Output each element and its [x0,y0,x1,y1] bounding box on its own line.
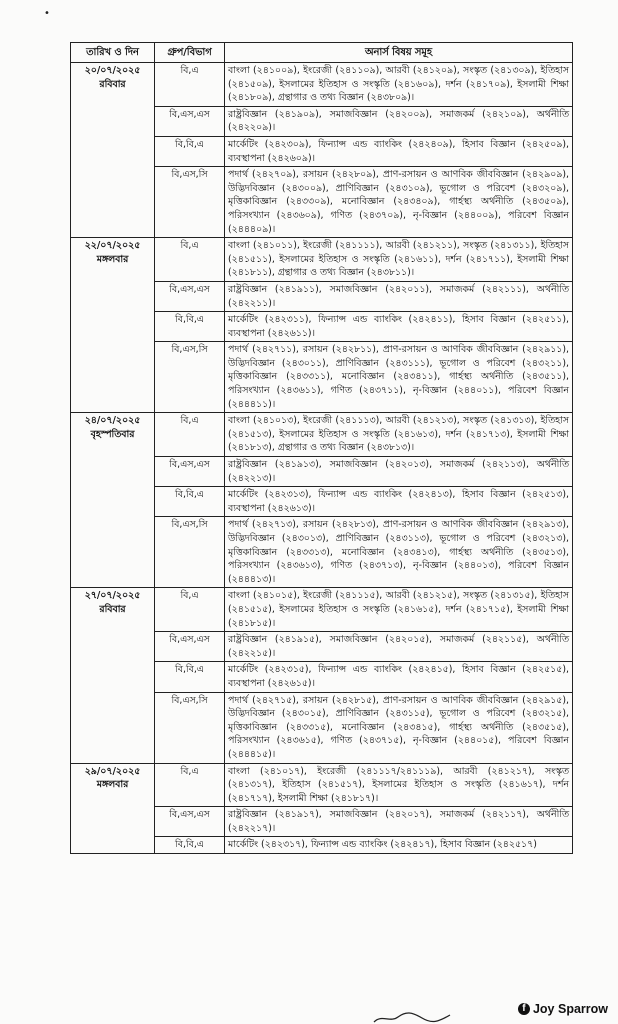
header-subjects: অনার্স বিষয় সমূহ [225,43,573,63]
exam-day: রবিবার [99,603,126,615]
page-mark: • [44,8,50,19]
group-cell: বি,এস,এস [155,457,225,487]
subjects-cell: মার্কেটিং (২৪২৩১৩), ফিন্যান্স এন্ড ব্যাংকিং (২৪২৪১৩), হিসাব বিজ্ঞান (২৪২৫১৩), ব্যবস্থাপনা (২৪২৬১৩)। [225,487,573,517]
date-cell [71,63,155,238]
exam-day: মঙ্গলবার [96,253,129,265]
facebook-icon: f [518,1003,530,1015]
group-cell: বি,এস,সি [155,342,225,413]
exam-date: ২২/০৭/২০২৫ [84,240,141,252]
date-cell [71,413,155,588]
date-cell [71,763,155,854]
group-cell: বি,এ [155,413,225,457]
date-cell [71,238,155,413]
subjects-cell: রাষ্ট্রবিজ্ঞান (২৪১৯০৯), সমাজবিজ্ঞান (২৪২০০৯), সমাজকর্ম (২৪২১০৯), অর্থনীতি (২৪২২০৯)। [225,106,573,136]
exam-day: মঙ্গলবার [96,779,129,791]
subjects-cell: রাষ্ট্রবিজ্ঞান (২৪১৯১৩), সমাজবিজ্ঞান (২৪২০১৩), সমাজকর্ম (২৪২১১৩), অর্থনীতি (২৪২২১৩)। [225,457,573,487]
group-cell: বি,বি,এ [155,312,225,342]
subjects-cell: বাংলা (২৪১০০৯), ইংরেজী (২৪১১০৯), আরবী (২৪১২০৯), সংস্কৃত (২৪১৩০৯), ইতিহাস (২৪১৫০৯), ইসলামের ইতিহাস ও সংস্কৃতি (২৪১৬০৯), দর্শন (২৪১৭০৯), ইসলামী শিক্ষা (২৪১৮০৯), গ্রন্থাগার ও তথ্য বিজ্ঞান (২৪৩৮০৯)। [225,63,573,107]
group-cell: বি,এস,এস [155,632,225,662]
header-group: গ্রুপ/বিভাগ [155,43,225,63]
exam-day: রবিবার [99,78,126,90]
subjects-cell: মার্কেটিং (২৪২৩১৭), ফিন্যান্স এন্ড ব্যাংকিং (২৪২৪১৭), হিসাব বিজ্ঞান (২৪২৫১৭) [225,837,573,854]
subjects-cell: রাষ্ট্রবিজ্ঞান (২৪১৯১৭), সমাজবিজ্ঞান (২৪২০১৭), সমাজকর্ম (২৪২১১৭), অর্থনীতি (২৪২২১৭)। [225,807,573,837]
table-row [71,63,573,107]
subjects-cell: রাষ্ট্রবিজ্ঞান (২৪১৯১৫), সমাজবিজ্ঞান (২৪২০১৫), সমাজকর্ম (২৪২১১৫), অর্থনীতি (২৪২২১৫)। [225,632,573,662]
group-cell: বি,বি,এ [155,487,225,517]
subjects-cell: পদার্থ (২৪২৭১১), রসায়ন (২৪২৮১১), প্রাণ-রসায়ন ও আণবিক জীববিজ্ঞান (২৪২৯১১), উদ্ভিদবিজ্ঞান (২৪৩০১১), প্রাণিবিজ্ঞান (২৪৩১১১), ভূগোল ও পরিবেশ (২৪৩২১১), মৃত্তিকাবিজ্ঞান (২৪৩৩১১), মনোবিজ্ঞান (২৪৩৪১১), গার্হস্থ্য অর্থনীতি (২৪৩৫১১), পরিসংখ্যান (২৪৩৬১১), গণিত (২৪৩৭১১), নৃ-বিজ্ঞান (২৪৪০১১), পরিবেশ বিজ্ঞান (২৪৪৪১১)। [225,342,573,413]
group-cell: বি,এ [155,238,225,282]
exam-date: ২৭/০৭/২০২৫ [84,590,141,602]
group-cell: বি,এস,সি [155,167,225,238]
subjects-cell: পদার্থ (২৪২৭১৫), রসায়ন (২৪২৮১৫), প্রাণ-রসায়ন ও আণবিক জীববিজ্ঞান (২৪২৯১৫), উদ্ভিদবিজ্ঞান (২৪৩০১৫), প্রাণিবিজ্ঞান (২৪৩১১৫), ভূগোল ও পরিবেশ (২৪৩২১৫), মৃত্তিকাবিজ্ঞান (২৪৩৩১৫), মনোবিজ্ঞান (২৪৩৪১৫), গার্হস্থ্য অর্থনীতি (২৪৩৫১৫), পরিসংখ্যান (২৪৩৬১৫), গণিত (২৪৩৭১৫), নৃ-বিজ্ঞান (২৪৪০১৫), পরিবেশ বিজ্ঞান (২৪৪৪১৫)। [225,692,573,763]
subjects-cell: মার্কেটিং (২৪২৩০৯), ফিন্যান্স এন্ড ব্যাংকিং (২৪২৪০৯), হিসাব বিজ্ঞান (২৪২৫০৯), ব্যবস্থাপনা (২৪২৬০৯)। [225,136,573,166]
group-cell: বি,এস,এস [155,807,225,837]
group-cell: বি,এ [155,588,225,632]
exam-day: বৃহস্পতিবার [90,428,135,440]
group-cell: বি,বি,এ [155,662,225,692]
subjects-cell: বাংলা (২৪১০১৫), ইংরেজী (২৪১১১৫), আরবী (২৪১২১৫), সংস্কৃত (২৪১৩১৫), ইতিহাস (২৪১৫১৫), ইসলামের ইতিহাস ও সংস্কৃতি (২৪১৬১৫), দর্শন (২৪১৭১৫), ইসলামী শিক্ষা (২৪১৮১৫)। [225,588,573,632]
group-cell: বি,বি,এ [155,837,225,854]
group-cell: বি,এ [155,763,225,807]
exam-schedule-table [70,42,573,854]
subjects-cell: পদার্থ (২৪২৭০৯), রসায়ন (২৪২৮০৯), প্রাণ-রসায়ন ও আণবিক জীববিজ্ঞান (২৪২৯০৯), উদ্ভিদবিজ্ঞান (২৪৩০০৯), প্রাণিবিজ্ঞান (২৪৩১০৯), ভূগোল ও পরিবেশ (২৪৩২০৯), মৃত্তিকাবিজ্ঞান (২৪৩৩০৯), মনোবিজ্ঞান (২৪৩৪০৯), গার্হস্থ্য অর্থনীতি (২৪৩৫০৯), পরিসংখ্যান (২৪৩৬০৯), গণিত (২৪৩৭০৯), নৃ-বিজ্ঞান (২৪৪০০৯), পরিবেশ বিজ্ঞান (২৪৪৪০৯)। [225,167,573,238]
table-row [71,588,573,632]
subjects-cell: পদার্থ (২৪২৭১৩), রসায়ন (২৪২৮১৩), প্রাণ-রসায়ন ও আণবিক জীববিজ্ঞান (২৪২৯১৩), উদ্ভিদবিজ্ঞান (২৪৩০১৩), প্রাণিবিজ্ঞান (২৪৩১১৩), ভূগোল ও পরিবেশ (২৪৩২১৩), মৃত্তিকাবিজ্ঞান (২৪৩৩১৩), মনোবিজ্ঞান (২৪৩৪১৩), গার্হস্থ্য অর্থনীতি (২৪৩৫১৩), পরিসংখ্যান (২৪৩৬১৩), গণিত (২৪৩৭১৩), নৃ-বিজ্ঞান (২৪৪০১৩), পরিবেশ বিজ্ঞান (২৪৪৪১৩)। [225,517,573,588]
subjects-cell: বাংলা (২৪১০১১), ইংরেজী (২৪১১১১), আরবী (২৪১২১১), সংস্কৃত (২৪১৩১১), ইতিহাস (২৪১৫১১), ইসলামের ইতিহাস ও সংস্কৃতি (২৪১৬১১), দর্শন (২৪১৭১১), ইসলামী শিক্ষা (২৪১৮১১), গ্রন্থাগার ও তথ্য বিজ্ঞান (২৪৩৮১১)। [225,238,573,282]
signature-scribble [372,1010,452,1024]
group-cell: বি,এস,এস [155,281,225,311]
subjects-cell: মার্কেটিং (২৪২৩১৫), ফিন্যান্স এন্ড ব্যাংকিং (২৪২৪১৫), হিসাব বিজ্ঞান (২৪২৫১৫), ব্যবস্থাপনা (২৪২৬১৫)। [225,662,573,692]
group-cell: বি,বি,এ [155,136,225,166]
subjects-cell: বাংলা (২৪১০১৩), ইংরেজী (২৪১১১৩), আরবী (২৪১২১৩), সংস্কৃত (২৪১৩১৩), ইতিহাস (২৪১৫১৩), ইসলামের ইতিহাস ও সংস্কৃতি (২৪১৬১৩), দর্শন (২৪১৭১৩), ইসলামী শিক্ষা (২৪১৮১৩), গ্রন্থাগার ও তথ্য বিজ্ঞান (২৪৩৮১৩)। [225,413,573,457]
table-row [71,763,573,807]
date-cell [71,588,155,763]
table-row [71,413,573,457]
group-cell: বি,এ [155,63,225,107]
table-row [71,238,573,282]
watermark [518,1002,608,1016]
watermark-text: Joy Sparrow [532,1002,608,1016]
group-cell: বি,এস,সি [155,517,225,588]
exam-date: ২০/০৭/২০২৫ [84,65,141,76]
table-header-row [71,43,573,63]
exam-date: ২৯/০৭/২০২৫ [84,765,141,777]
group-cell: বি,এস,এস [155,106,225,136]
subjects-cell: মার্কেটিং (২৪২৩১১), ফিন্যান্স এন্ড ব্যাংকিং (২৪২৪১১), হিসাব বিজ্ঞান (২৪২৫১১), ব্যবস্থাপনা (২৪২৬১১)। [225,312,573,342]
table-body [71,63,573,854]
header-date: তারিখ ও দিন [71,43,155,63]
exam-date: ২৪/০৭/২০২৫ [84,415,141,427]
subjects-cell: বাংলা (২৪১০১৭), ইংরেজী (২৪১১১৭/২৪১১১৯), আরবী (২৪১২১৭), সংস্কৃত (২৪১৩১৭), ইতিহাস (২৪১৫১৭), ইসলামের ইতিহাস ও সংস্কৃতি (২৪১৬১৭), দর্শন (২৪১৭১৭), ইসলামী শিক্ষা (২৪১৮১৭)। [225,763,573,807]
group-cell: বি,এস,সি [155,692,225,763]
subjects-cell: রাষ্ট্রবিজ্ঞান (২৪১৯১১), সমাজবিজ্ঞান (২৪২০১১), সমাজকর্ম (২৪২১১১), অর্থনীতি (২৪২২১১)। [225,281,573,311]
